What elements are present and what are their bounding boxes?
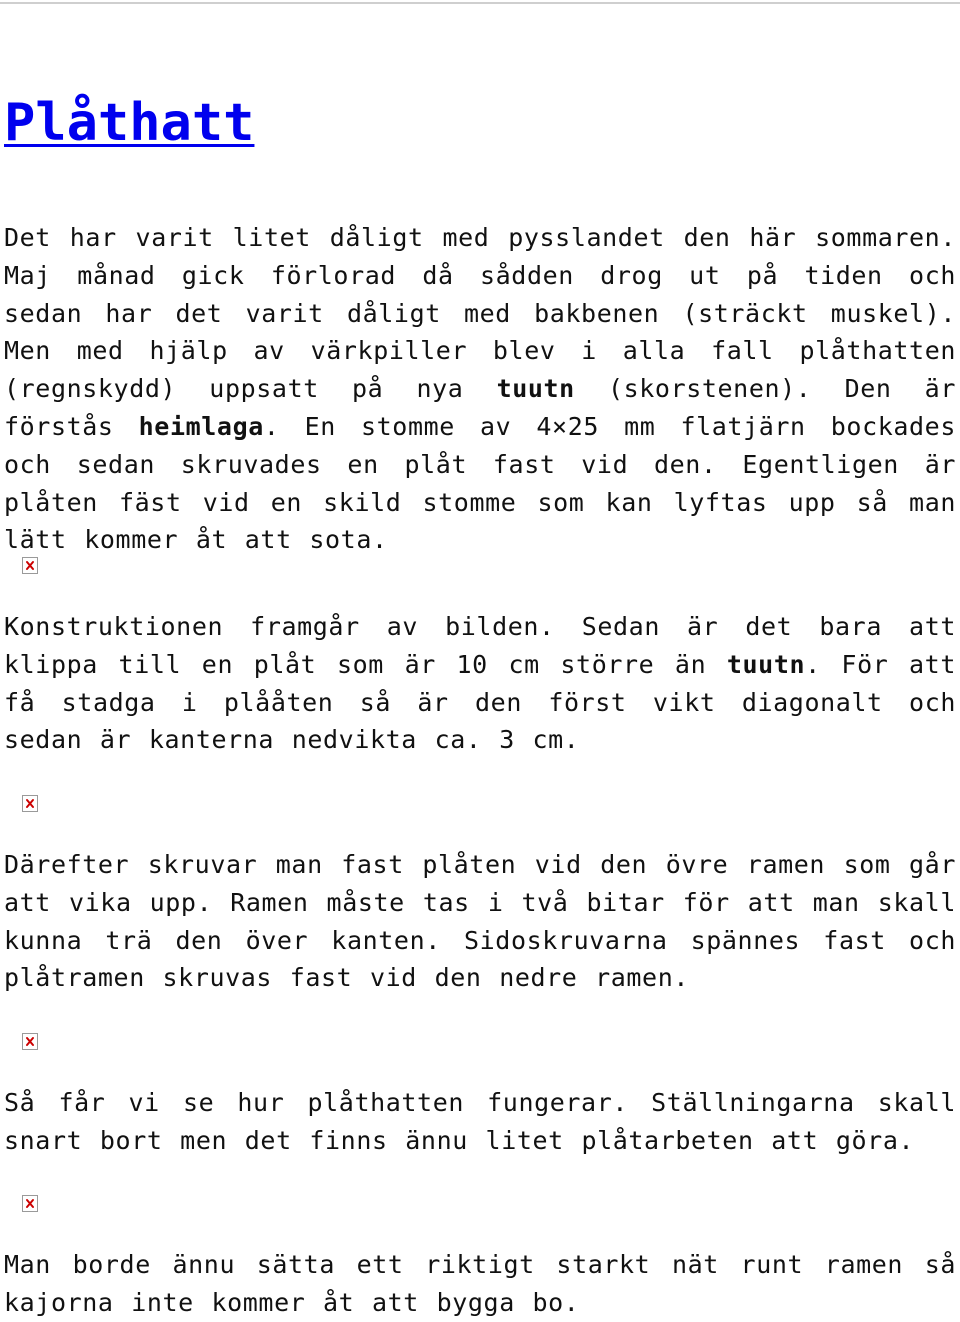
paragraph-text: . En stomme av 4×25 mm flatjärn bockades och sedan skruvades en plåt fast vid den. Egentligen är plåten fäst vid en skild stomme som kan lyftas upp så man lätt kommer åt att sota. [4,411,956,555]
paragraph-text: Konstruktionen framgår av bilden. Sedan är det bara att klippa till en plåt som är 10 cm större än [4,612,956,679]
paragraph-text: Så får vi se hur plåthatten fungerar. Ställningarna skall snart bort men det finns ännu litet plåtarbeten att göra. [4,1088,956,1155]
bold-term: tuutn [496,374,575,404]
post-title-link[interactable]: Plåthatt [4,93,255,153]
broken-image-icon [18,554,42,578]
paragraph-text: . För att få stadga i plååten så är den först vikt diagonalt och sedan är kanterna nedvikta ca. 3 cm. [4,649,956,755]
paragraph-2 [4,608,956,759]
post-title [4,88,254,158]
paragraph-text: Det har varit litet dåligt med pysslandet den här sommaren. Maj månad gick förlorad då sådden drog ut på tiden och sedan har det varit dåligt med bakbenen (sträckt muskel). Men med hjälp av värkpiller blev i alla fall plåthatten (regnskydd) uppsatt på nya [4,223,956,404]
broken-image-icon [18,1192,42,1216]
paragraph-text: Därefter skruvar man fast plåten vid den övre ramen som går att vika upp. Ramen måste tas i två bitar för att man skall kunna trä den över kanten. Sidoskruvarna spännes fast och plåtramen skruvas fast vid den nedre ramen. [4,850,956,993]
bold-term: tuutn [726,649,806,679]
bold-term: heimlaga [138,411,264,441]
paragraph-5 [4,1246,956,1322]
paragraph-text: Man borde ännu sätta ett riktigt starkt nät runt ramen så kajorna inte kommer åt att bygga bo. [4,1250,956,1317]
paragraph-3 [4,846,956,997]
broken-image-icon [18,1030,42,1054]
paragraph-4 [4,1084,956,1160]
paragraph-text: (skorstenen). Den är förstås [4,374,956,441]
broken-image-icon [18,792,42,816]
top-divider [0,2,960,4]
paragraph-1 [4,219,956,559]
